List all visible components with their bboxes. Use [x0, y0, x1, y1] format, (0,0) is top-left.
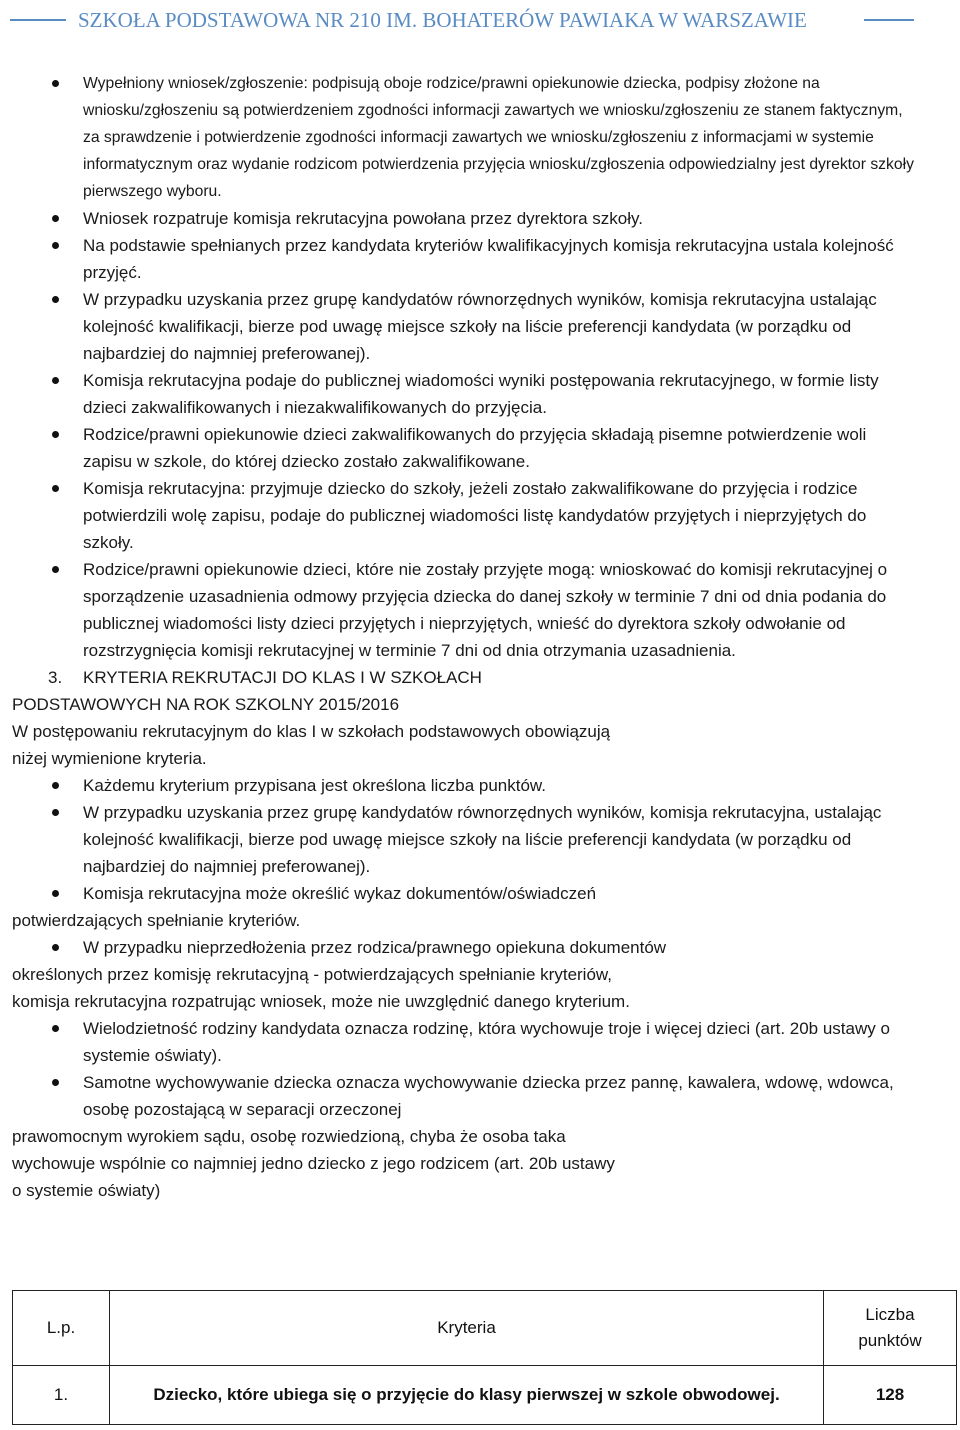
section-number: 3. — [48, 668, 63, 687]
list-item: Samotne wychowywanie dziecka oznacza wychowywanie dziecka przez pannę, kawalera, wdowę, wdowca, osobę pozostającą w separacji orzeczonej — [12, 1069, 917, 1123]
table-header-row — [13, 1291, 957, 1366]
section-intro-line1: W postępowaniu rekrutacyjnym do klas I w szkołach podstawowych obowiązują — [12, 722, 611, 741]
header-points — [824, 1291, 957, 1366]
section-heading — [12, 664, 917, 691]
criteria-rules-list — [12, 1015, 917, 1123]
list-item: Rodzice/prawni opiekunowie dzieci zakwalifikowanych do przyjęcia składają pisemne potwierdzenie woli zapisu w szkole, do której dziecko zostało zakwalifikowane. — [12, 421, 917, 475]
section-title-line1: KRYTERIA REKRUTACJI DO KLAS I W SZKOŁACH — [83, 668, 482, 687]
list-item: Wniosek rozpatruje komisja rekrutacyjna powołana przez dyrektora szkoły. — [12, 205, 917, 232]
list-item: Wielodzietność rodziny kandydata oznacza rodzinę, która wychowuje troje i więcej dzieci (art. 20b ustawy o systemie oświaty). — [12, 1015, 917, 1069]
section-intro-line2: niżej wymienione kryteria. — [12, 749, 207, 768]
list-item: W przypadku uzyskania przez grupę kandydatów równorzędnych wyników, komisja rekrutacyjna ustalając kolejność kwalifikacji, bierze pod uwagę miejsce szkoły na liście preferencji kandydata (w porządku od najbardziej do najmniej preferowanej). — [12, 286, 917, 367]
paragraph: komisja rekrutacyjna rozpatrując wniosek, może nie uwzględnić danego kryterium. — [12, 992, 630, 1011]
header-points-line2: punktów — [858, 1331, 922, 1350]
school-name: SZKOŁA PODSTAWOWA NR 210 IM. BOHATERÓW PAWIAKA W WARSZAWIE — [78, 8, 807, 32]
criteria-table — [12, 1290, 957, 1425]
paragraph: określonych przez komisję rekrutacyjną - potwierdzających spełnianie kryteriów, — [12, 965, 612, 984]
criteria-rules-list — [12, 934, 917, 961]
paragraph: prawomocnym wyrokiem sądu, osobę rozwiedzioną, chyba że osoba taka — [12, 1127, 566, 1146]
paragraph: wychowuje wspólnie co najmniej jedno dziecko z jego rodzicem (art. 20b ustawy — [12, 1154, 615, 1173]
list-item: W przypadku nieprzedłożenia przez rodzica/prawnego opiekuna dokumentów — [12, 934, 917, 961]
header-rule-right — [864, 19, 914, 21]
row-criteria: Dziecko, które ubiega się o przyjęcie do klasy pierwszej w szkole obwodowej. — [110, 1366, 824, 1425]
list-item: Komisja rekrutacyjna podaje do publicznej wiadomości wyniki postępowania rekrutacyjnego, w formie listy dzieci zakwalifikowanych i niezakwalifikowanych do przyjęcia. — [12, 367, 917, 421]
row-points: 128 — [824, 1366, 957, 1425]
header-points-line1: Liczba — [865, 1305, 915, 1324]
header-rule-left — [10, 19, 66, 21]
header-criteria: Kryteria — [110, 1291, 824, 1366]
header-lp: L.p. — [13, 1291, 110, 1366]
section-title-line2: PODSTAWOWYCH NA ROK SZKOLNY 2015/2016 — [12, 695, 400, 714]
paragraph: potwierdzających spełnianie kryteriów. — [12, 911, 301, 930]
list-item: W przypadku uzyskania przez grupę kandydatów równorzędnych wyników, komisja rekrutacyjna, ustalając kolejność kwalifikacji, bierze pod uwagę miejsce szkoły na liście preferencji kandydata (w porządku od najbardziej do najmniej preferowanej). — [12, 799, 917, 880]
list-item: Rodzice/prawni opiekunowie dzieci, które nie zostały przyjęte mogą: wnioskować do komisji rekrutacyjnej o sporządzenie uzasadnienia odmowy przyjęcia dziecka do danej szkoły w terminie 7 dni od dnia podania do publicznej wiadomości listy dzieci przyjętych i nieprzyjętych, wnieść do dyrektora szkoły odwołanie od rozstrzygnięcia komisji rekrutacyjnej w terminie 7 dni od dnia otrzymania uzasadnienia. — [12, 556, 917, 664]
procedure-list — [12, 70, 917, 664]
document-body — [12, 70, 917, 1204]
list-item: Każdemu kryterium przypisana jest określona liczba punktów. — [12, 772, 917, 799]
criteria-rules-list — [12, 772, 917, 907]
row-lp: 1. — [13, 1366, 110, 1425]
list-item: Na podstawie spełnianych przez kandydata kryteriów kwalifikacyjnych komisja rekrutacyjna ustala kolejność przyjęć. — [12, 232, 917, 286]
list-item: Komisja rekrutacyjna może określić wykaz dokumentów/oświadczeń — [12, 880, 917, 907]
table-row — [13, 1366, 957, 1425]
page-header — [0, 6, 960, 34]
list-item: Komisja rekrutacyjna: przyjmuje dziecko do szkoły, jeżeli zostało zakwalifikowane do przyjęcia i rodzice potwierdzili wolę zapisu, podaje do publicznej wiadomości listę kandydatów przyjętych i nieprzyjętych do szkoły. — [12, 475, 917, 556]
list-item: Wypełniony wniosek/zgłoszenie: podpisują oboje rodzice/prawni opiekunowie dziecka, podpisy złożone na wniosku/zgłoszeniu są potwierdzeniem zgodności informacji zawartych we wniosku/zgłoszeniu ze stanem faktycznym, za sprawdzenie i potwierdzenie zgodności informacji zawartych we wniosku/zgłoszeniu z informacjami w systemie informatycznym oraz wydanie rodzicom potwierdzenia przyjęcia wniosku/zgłoszenia odpowiedzialny jest dyrektor szkoły pierwszego wyboru. — [12, 70, 917, 205]
paragraph: o systemie oświaty) — [12, 1181, 161, 1200]
